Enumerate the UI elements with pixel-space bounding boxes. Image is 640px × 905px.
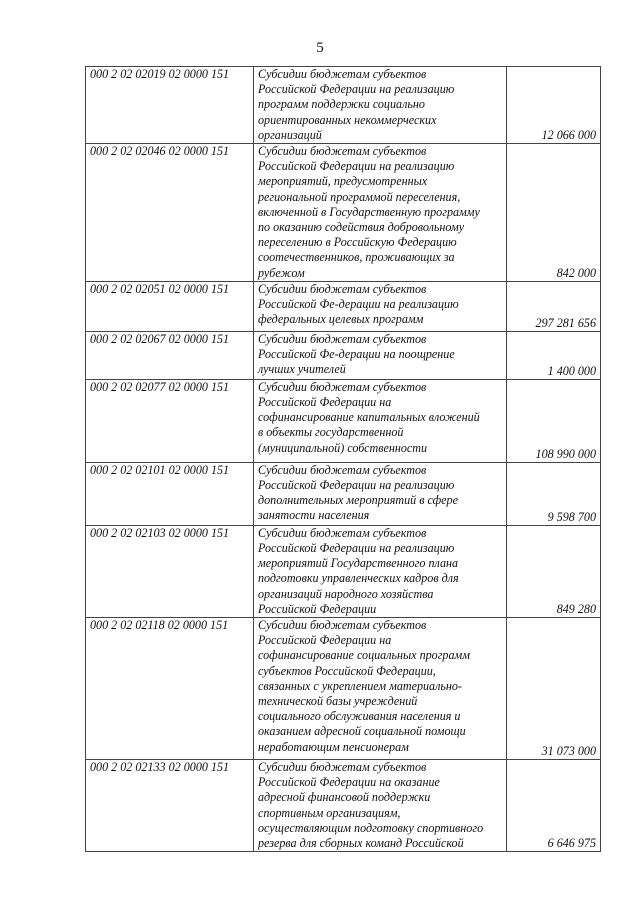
budget-amount: 849 280	[507, 525, 601, 617]
description-line: Субсидии бюджетам субъектов	[258, 618, 427, 633]
budget-amount: 842 000	[507, 144, 601, 282]
description-line: Субсидии бюджетам субъектов	[258, 144, 427, 159]
description-line: соотечественников, проживающих за	[258, 250, 455, 265]
budget-description	[254, 281, 507, 331]
budget-description	[254, 379, 507, 462]
description-line: Российской Федерации на	[258, 633, 392, 648]
budget-code: 000 2 02 02133 02 0000 151	[86, 760, 254, 852]
description-line: переселению в Российскую Федерацию	[258, 235, 457, 250]
description-line: Российской Федерации на реализацию	[258, 159, 455, 174]
description-line: ориентированных некоммерческих	[258, 112, 437, 127]
table-row	[86, 525, 601, 617]
description-line: организаций	[258, 127, 322, 142]
description-line: Субсидии бюджетам субъектов	[258, 379, 427, 394]
description-line: Российской Федерации	[258, 601, 377, 616]
table-row	[86, 618, 601, 760]
budget-code: 000 2 02 02101 02 0000 151	[86, 462, 254, 525]
description-line: мероприятий Государственного плана	[258, 556, 459, 571]
budget-code: 000 2 02 02019 02 0000 151	[86, 67, 254, 144]
budget-table	[85, 66, 601, 852]
description-line: Российской Федерации на реализацию	[258, 478, 455, 493]
page-number: 5	[316, 40, 324, 56]
description-line: Субсидии бюджетам субъектов	[258, 331, 427, 346]
description-line: Российской Федерации на реализацию	[258, 541, 455, 556]
description-line: социального обслуживания населения и	[258, 709, 461, 724]
budget-amount: 1 400 000	[507, 331, 601, 379]
budget-amount: 297 281 656	[507, 281, 601, 331]
table-row	[86, 331, 601, 379]
description-line: осуществляющим подготовку спортивного	[258, 820, 484, 835]
budget-amount: 6 646 975	[507, 760, 601, 852]
table-row	[86, 760, 601, 852]
description-line: (муниципальной) собственности	[258, 440, 428, 455]
description-line: программ поддержки социально	[258, 97, 425, 112]
table-row	[86, 67, 601, 144]
description-line: Субсидии бюджетам субъектов	[258, 67, 427, 81]
budget-amount: 31 073 000	[507, 618, 601, 760]
description-line: Субсидии бюджетам субъектов	[258, 462, 427, 477]
description-line: оказанием адресной социальной помощи	[258, 724, 466, 739]
table-row	[86, 379, 601, 462]
description-line: Субсидии бюджетам субъектов	[258, 525, 427, 540]
description-line: включенной в Государственную программу	[258, 204, 480, 219]
description-line: технической базы учреждений	[258, 694, 418, 709]
budget-code: 000 2 02 02118 02 0000 151	[86, 618, 254, 760]
budget-description	[254, 331, 507, 379]
budget-description	[254, 525, 507, 617]
budget-description	[254, 144, 507, 282]
budget-code: 000 2 02 02051 02 0000 151	[86, 281, 254, 331]
budget-code: 000 2 02 02103 02 0000 151	[86, 525, 254, 617]
budget-amount: 108 990 000	[507, 379, 601, 462]
description-line: адресной финансовой поддержки	[258, 790, 431, 805]
description-line: Субсидии бюджетам субъектов	[258, 281, 427, 296]
description-line: дополнительных мероприятий в сфере	[258, 493, 458, 508]
table-row	[86, 281, 601, 331]
budget-code: 000 2 02 02046 02 0000 151	[86, 144, 254, 282]
budget-amount: 9 598 700	[507, 462, 601, 525]
description-line: Российской Фе-дерации на поощрение	[258, 347, 455, 362]
description-line: софинансирование социальных программ	[258, 648, 470, 663]
description-line: организаций народного хозяйства	[258, 586, 434, 601]
description-line: рубежом	[258, 265, 305, 280]
description-line: Российской Федерации на оказание	[258, 775, 440, 790]
budget-amount: 12 066 000	[507, 67, 601, 144]
description-line: в объекты государственной	[258, 425, 404, 440]
description-line: подготовки управленческих кадров для	[258, 571, 459, 586]
description-line: Российской Федерации на	[258, 395, 392, 410]
description-line: лучших учителей	[258, 362, 346, 377]
description-line: резерва для сборных команд Российской	[258, 836, 464, 851]
description-line: по оказанию содействия добровольному	[258, 220, 465, 235]
budget-code: 000 2 02 02077 02 0000 151	[86, 379, 254, 462]
description-line: субъектов Российской Федерации,	[258, 663, 436, 678]
budget-description	[254, 760, 507, 852]
description-line: федеральных целевых программ	[258, 312, 424, 327]
description-line: софинансирование капитальных вложений	[258, 410, 480, 425]
description-line: региональной программой переселения,	[258, 189, 461, 204]
description-line: мероприятий, предусмотренных	[258, 174, 428, 189]
description-line: Российской Федерации на реализацию	[258, 82, 455, 97]
budget-description	[254, 618, 507, 760]
budget-code: 000 2 02 02067 02 0000 151	[86, 331, 254, 379]
description-line: спортивным организациям,	[258, 805, 401, 820]
description-line: связанных с укреплением материально-	[258, 678, 462, 693]
table-row	[86, 144, 601, 282]
budget-table-body	[86, 67, 601, 852]
description-line: занятости населения	[258, 508, 370, 523]
budget-description	[254, 67, 507, 144]
description-line: Российской Фе-дерации на реализацию	[258, 297, 459, 312]
table-row	[86, 462, 601, 525]
description-line: Субсидии бюджетам субъектов	[258, 760, 427, 775]
description-line: неработающим пенсионерам	[258, 739, 409, 754]
budget-description	[254, 462, 507, 525]
